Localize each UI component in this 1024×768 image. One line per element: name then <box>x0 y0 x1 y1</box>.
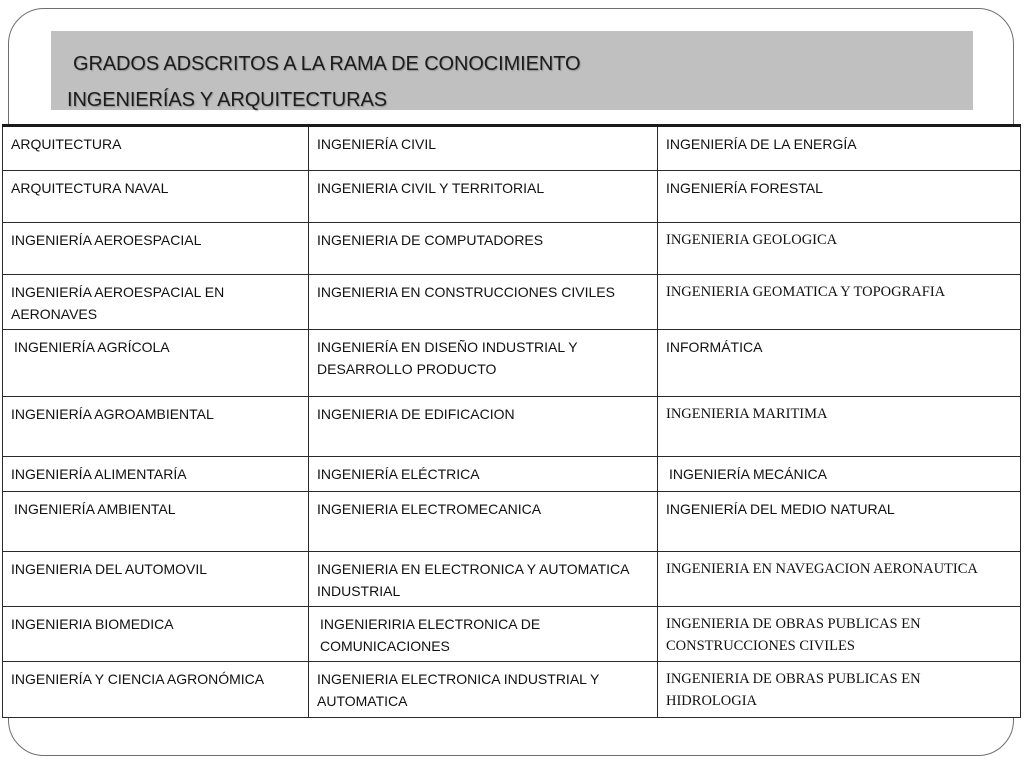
table-cell: INGENIERIA EN NAVEGACION AERONAUTICA <box>658 552 1021 607</box>
table-cell <box>309 607 658 662</box>
table-cell: INGENIERIA DE OBRAS PUBLICAS EN HIDROLOGIA <box>658 662 1021 718</box>
table-cell: ARQUITECTURA NAVAL <box>3 171 309 223</box>
degrees-table <box>2 124 1021 718</box>
table-cell: INGENIERIA DE EDIFICACION <box>309 397 658 457</box>
table-cell: INGENIERÍA FORESTAL <box>658 171 1021 223</box>
table-cell: INGENIERÍA DE LA ENERGÍA <box>658 126 1021 171</box>
table-cell: INGENIERIA DE COMPUTADORES <box>309 223 658 275</box>
title-line-2: INGENIERÍAS Y ARQUITECTURAS <box>67 89 387 111</box>
table-cell: INGENIERIA GEOMATICA Y TOPOGRAFIA <box>658 275 1021 330</box>
table-cell: INGENIERÍA EN DISEÑO INDUSTRIAL Y DESARROLLO PRODUCTO <box>309 330 658 397</box>
table-cell: INGENIERÍA Y CIENCIA AGRONÓMICA <box>3 662 309 718</box>
title-band <box>51 31 973 110</box>
table-cell: INGENIERIA DE OBRAS PUBLICAS EN CONSTRUCCIONES CIVILES <box>658 607 1021 662</box>
table-row <box>3 126 1021 171</box>
table-cell: INGENIERÍA AEROESPACIAL EN AERONAVES <box>3 275 309 330</box>
table-cell: INGENIERIA EN ELECTRONICA Y AUTOMATICA INDUSTRIAL <box>309 552 658 607</box>
table-cell-text: INGENIERIRIA ELECTRONICA DE COMUNICACIONES <box>320 616 541 654</box>
table-cell: INGENIERÍA AGROAMBIENTAL <box>3 397 309 457</box>
table-row <box>3 457 1021 492</box>
title-line-1: GRADOS ADSCRITOS A LA RAMA DE CONOCIMIENTO <box>73 53 581 75</box>
table-row <box>3 275 1021 330</box>
table-cell: INGENIERIA MARITIMA <box>658 397 1021 457</box>
table-cell: INGENIERÍA AEROESPACIAL <box>3 223 309 275</box>
table-row <box>3 223 1021 275</box>
table-cell: INGENIERÍA ELÉCTRICA <box>309 457 658 492</box>
table-cell-text: INGENIERÍA AGRÍCOLA <box>14 339 170 355</box>
table-row <box>3 171 1021 223</box>
table-cell: ARQUITECTURA <box>3 126 309 171</box>
table-row <box>3 552 1021 607</box>
table-cell: INGENIERIA DEL AUTOMOVIL <box>3 552 309 607</box>
table-row <box>3 662 1021 718</box>
table-cell: INGENIERÍA ALIMENTARÍA <box>3 457 309 492</box>
table-cell <box>658 457 1021 492</box>
table-cell: INGENIERIA CIVIL Y TERRITORIAL <box>309 171 658 223</box>
table-cell: INGENIERIA GEOLOGICA <box>658 223 1021 275</box>
table-cell <box>3 492 309 552</box>
table-cell: INGENIERIA BIOMEDICA <box>3 607 309 662</box>
table-cell: INGENIERIA ELECTROMECANICA <box>309 492 658 552</box>
table-cell <box>3 330 309 397</box>
table-cell-text: INGENIERÍA MECÁNICA <box>669 466 827 482</box>
table-cell: INGENIERÍA DEL MEDIO NATURAL <box>658 492 1021 552</box>
table-row <box>3 397 1021 457</box>
table-row <box>3 492 1021 552</box>
table-cell-text: INGENIERÍA AMBIENTAL <box>14 501 176 517</box>
table-cell: INGENIERÍA CIVIL <box>309 126 658 171</box>
table-row <box>3 607 1021 662</box>
table-row <box>3 330 1021 397</box>
table-cell: INGENIERIA EN CONSTRUCCIONES CIVILES <box>309 275 658 330</box>
table-cell: INFORMÁTICA <box>658 330 1021 397</box>
table-cell: INGENIERIA ELECTRONICA INDUSTRIAL Y AUTOMATICA <box>309 662 658 718</box>
